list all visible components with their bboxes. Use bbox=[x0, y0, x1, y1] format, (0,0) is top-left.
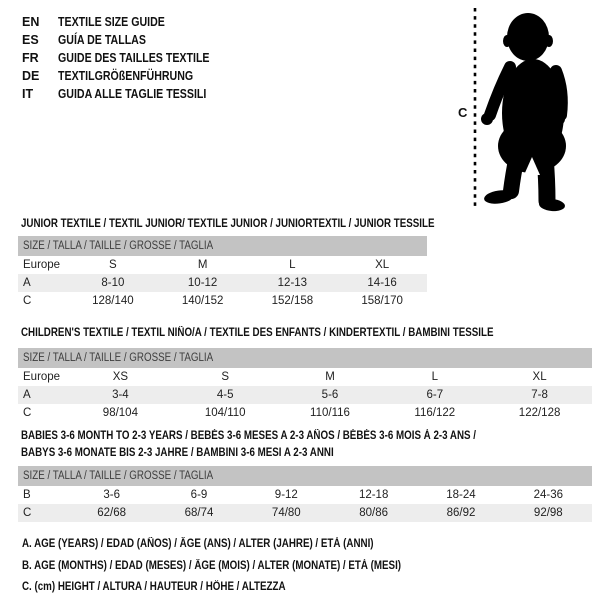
table-title-text: BABYS 3-6 MONATE BIS 2-3 JAHRE / BAMBINI 3-6 MESI A 2-3 ANNI bbox=[21, 447, 334, 459]
size-cell: 18-24 bbox=[446, 489, 476, 501]
size-header-bar bbox=[18, 236, 427, 256]
footnote-text: C. (cm) HEIGHT / ALTURA / HAUTEUR / HÖHE / ALTEZZA bbox=[22, 581, 286, 593]
language-guide-title: GUIDE DES TAILLES TEXTILE bbox=[58, 51, 210, 65]
language-code: ES bbox=[22, 33, 39, 47]
size-cell: 24-36 bbox=[533, 489, 564, 501]
language-code: IT bbox=[22, 87, 34, 101]
table-row bbox=[18, 486, 592, 504]
size-cell: 3-6 bbox=[103, 489, 120, 501]
size-table bbox=[18, 486, 592, 522]
language-title-block bbox=[22, 13, 236, 103]
size-cell: M bbox=[197, 259, 208, 271]
size-cell: 7-8 bbox=[531, 389, 548, 401]
row-label: C bbox=[23, 507, 32, 519]
row-label: Europe bbox=[23, 371, 61, 383]
footnote-text: A. AGE (YEARS) / EDAD (AÑOS) / ÂGE (ANS) / ALTER (JAHRE) / ETÀ (ANNI) bbox=[22, 538, 374, 550]
babies-textile-table bbox=[18, 428, 592, 519]
size-cell: M bbox=[325, 371, 335, 383]
height-measure-label: C bbox=[458, 105, 468, 120]
language-code: FR bbox=[22, 51, 39, 65]
language-row bbox=[22, 67, 236, 85]
table-row bbox=[18, 256, 427, 274]
size-header-text: SIZE / TALLA / TAILLE / GRÖSSE / TAGLIA bbox=[23, 470, 214, 482]
table-row bbox=[18, 274, 427, 292]
size-cell: XL bbox=[532, 371, 547, 383]
table-title bbox=[21, 216, 435, 233]
size-header-text: SIZE / TALLA / TAILLE / GRÖSSE / TAGLIA bbox=[23, 240, 214, 252]
language-guide-title: GUÍA DE TALLAS bbox=[58, 33, 146, 47]
row-label: A bbox=[23, 389, 31, 401]
row-label: A bbox=[23, 277, 31, 289]
table-row bbox=[18, 386, 592, 404]
size-cell: 158/170 bbox=[361, 295, 403, 307]
size-cell: 104/110 bbox=[204, 407, 246, 419]
size-cell: XS bbox=[112, 371, 129, 383]
size-cell: 8-10 bbox=[101, 277, 125, 289]
baby-height-figure bbox=[455, 5, 600, 215]
childrens-textile-table bbox=[18, 325, 592, 419]
size-cell: 12-13 bbox=[277, 277, 308, 289]
size-cell: 122/128 bbox=[518, 407, 561, 419]
size-cell: 14-16 bbox=[367, 277, 397, 289]
footnote-line bbox=[22, 556, 468, 578]
table-row bbox=[18, 504, 592, 522]
footnote-line bbox=[22, 577, 468, 599]
language-row bbox=[22, 85, 236, 103]
footnotes-block bbox=[22, 534, 468, 599]
table-title-text: BABIES 3-6 MONTH TO 2-3 YEARS / BEBÉS 3-6 MESES A 2-3 AÑOS / BÉBÉS 3-6 MOIS À 2-3 ANS / bbox=[21, 430, 477, 442]
junior-textile-table bbox=[18, 216, 435, 307]
table-title-text: CHILDREN'S TEXTILE / TEXTIL NIÑO/A / TEXTILE DES ENFANTS / KINDERTEXTIL / BAMBINI TESSILE bbox=[21, 327, 494, 339]
size-cell: 80/86 bbox=[359, 507, 389, 519]
size-cell: XL bbox=[375, 259, 390, 271]
size-cell: 116/122 bbox=[414, 407, 456, 419]
footnote-text: B. AGE (MONTHS) / EDAD (MESES) / ÂGE (MOIS) / ALTER (MONATE) / ETÀ (MESI) bbox=[22, 559, 402, 572]
size-table bbox=[18, 256, 427, 310]
table-row bbox=[18, 404, 592, 422]
size-cell: 98/104 bbox=[102, 407, 138, 419]
size-cell: L bbox=[289, 259, 296, 271]
size-cell: 140/152 bbox=[181, 295, 224, 307]
language-guide-title: GUIDA ALLE TAGLIE TESSILI bbox=[58, 87, 207, 101]
size-cell: 74/80 bbox=[271, 507, 301, 519]
size-cell: 86/92 bbox=[446, 507, 476, 519]
size-cell: 5-6 bbox=[321, 389, 339, 401]
size-header-bar bbox=[18, 466, 592, 486]
table-title-line2 bbox=[21, 445, 592, 462]
size-cell: 128/140 bbox=[92, 295, 134, 307]
size-table bbox=[18, 368, 592, 422]
row-label: C bbox=[23, 407, 32, 419]
size-cell: 10-12 bbox=[187, 277, 218, 289]
table-row bbox=[18, 292, 427, 310]
language-code: DE bbox=[22, 69, 40, 83]
size-header-bar bbox=[18, 348, 592, 368]
baby-silhouette bbox=[481, 13, 566, 212]
table-row bbox=[18, 368, 592, 386]
size-cell: 6-9 bbox=[190, 489, 208, 501]
size-cell: 4-5 bbox=[216, 389, 234, 401]
row-label: Europe bbox=[23, 259, 61, 271]
size-cell: 9-12 bbox=[274, 489, 298, 501]
size-header-text: SIZE / TALLA / TAILLE / GRÖSSE / TAGLIA bbox=[23, 352, 214, 364]
size-cell: 92/98 bbox=[533, 507, 563, 519]
language-row bbox=[22, 31, 236, 49]
size-cell: S bbox=[109, 259, 117, 271]
table-title-text: JUNIOR TEXTILE / TEXTIL JUNIOR/ TEXTILE JUNIOR / JUNIORTEXTIL / JUNIOR TESSILE bbox=[21, 218, 435, 230]
size-cell: 6-7 bbox=[426, 389, 444, 401]
size-cell: 3-4 bbox=[112, 389, 129, 401]
language-code: EN bbox=[22, 15, 40, 29]
language-row bbox=[22, 49, 236, 67]
row-label: C bbox=[23, 295, 32, 307]
size-cell: S bbox=[221, 371, 230, 383]
size-cell: L bbox=[431, 371, 438, 383]
row-label: B bbox=[23, 489, 31, 501]
language-guide-title: TEXTILGRÖßENFÜHRUNG bbox=[58, 69, 194, 83]
language-row bbox=[22, 13, 236, 31]
size-cell: 62/68 bbox=[97, 507, 127, 519]
language-guide-title: TEXTILE SIZE GUIDE bbox=[58, 15, 165, 29]
table-title bbox=[21, 325, 592, 342]
size-cell: 110/116 bbox=[310, 407, 350, 419]
table-title bbox=[21, 428, 592, 445]
footnote-line bbox=[22, 534, 468, 556]
size-cell: 152/158 bbox=[271, 295, 314, 307]
size-cell: 12-18 bbox=[358, 489, 389, 501]
size-cell: 68/74 bbox=[184, 507, 214, 519]
